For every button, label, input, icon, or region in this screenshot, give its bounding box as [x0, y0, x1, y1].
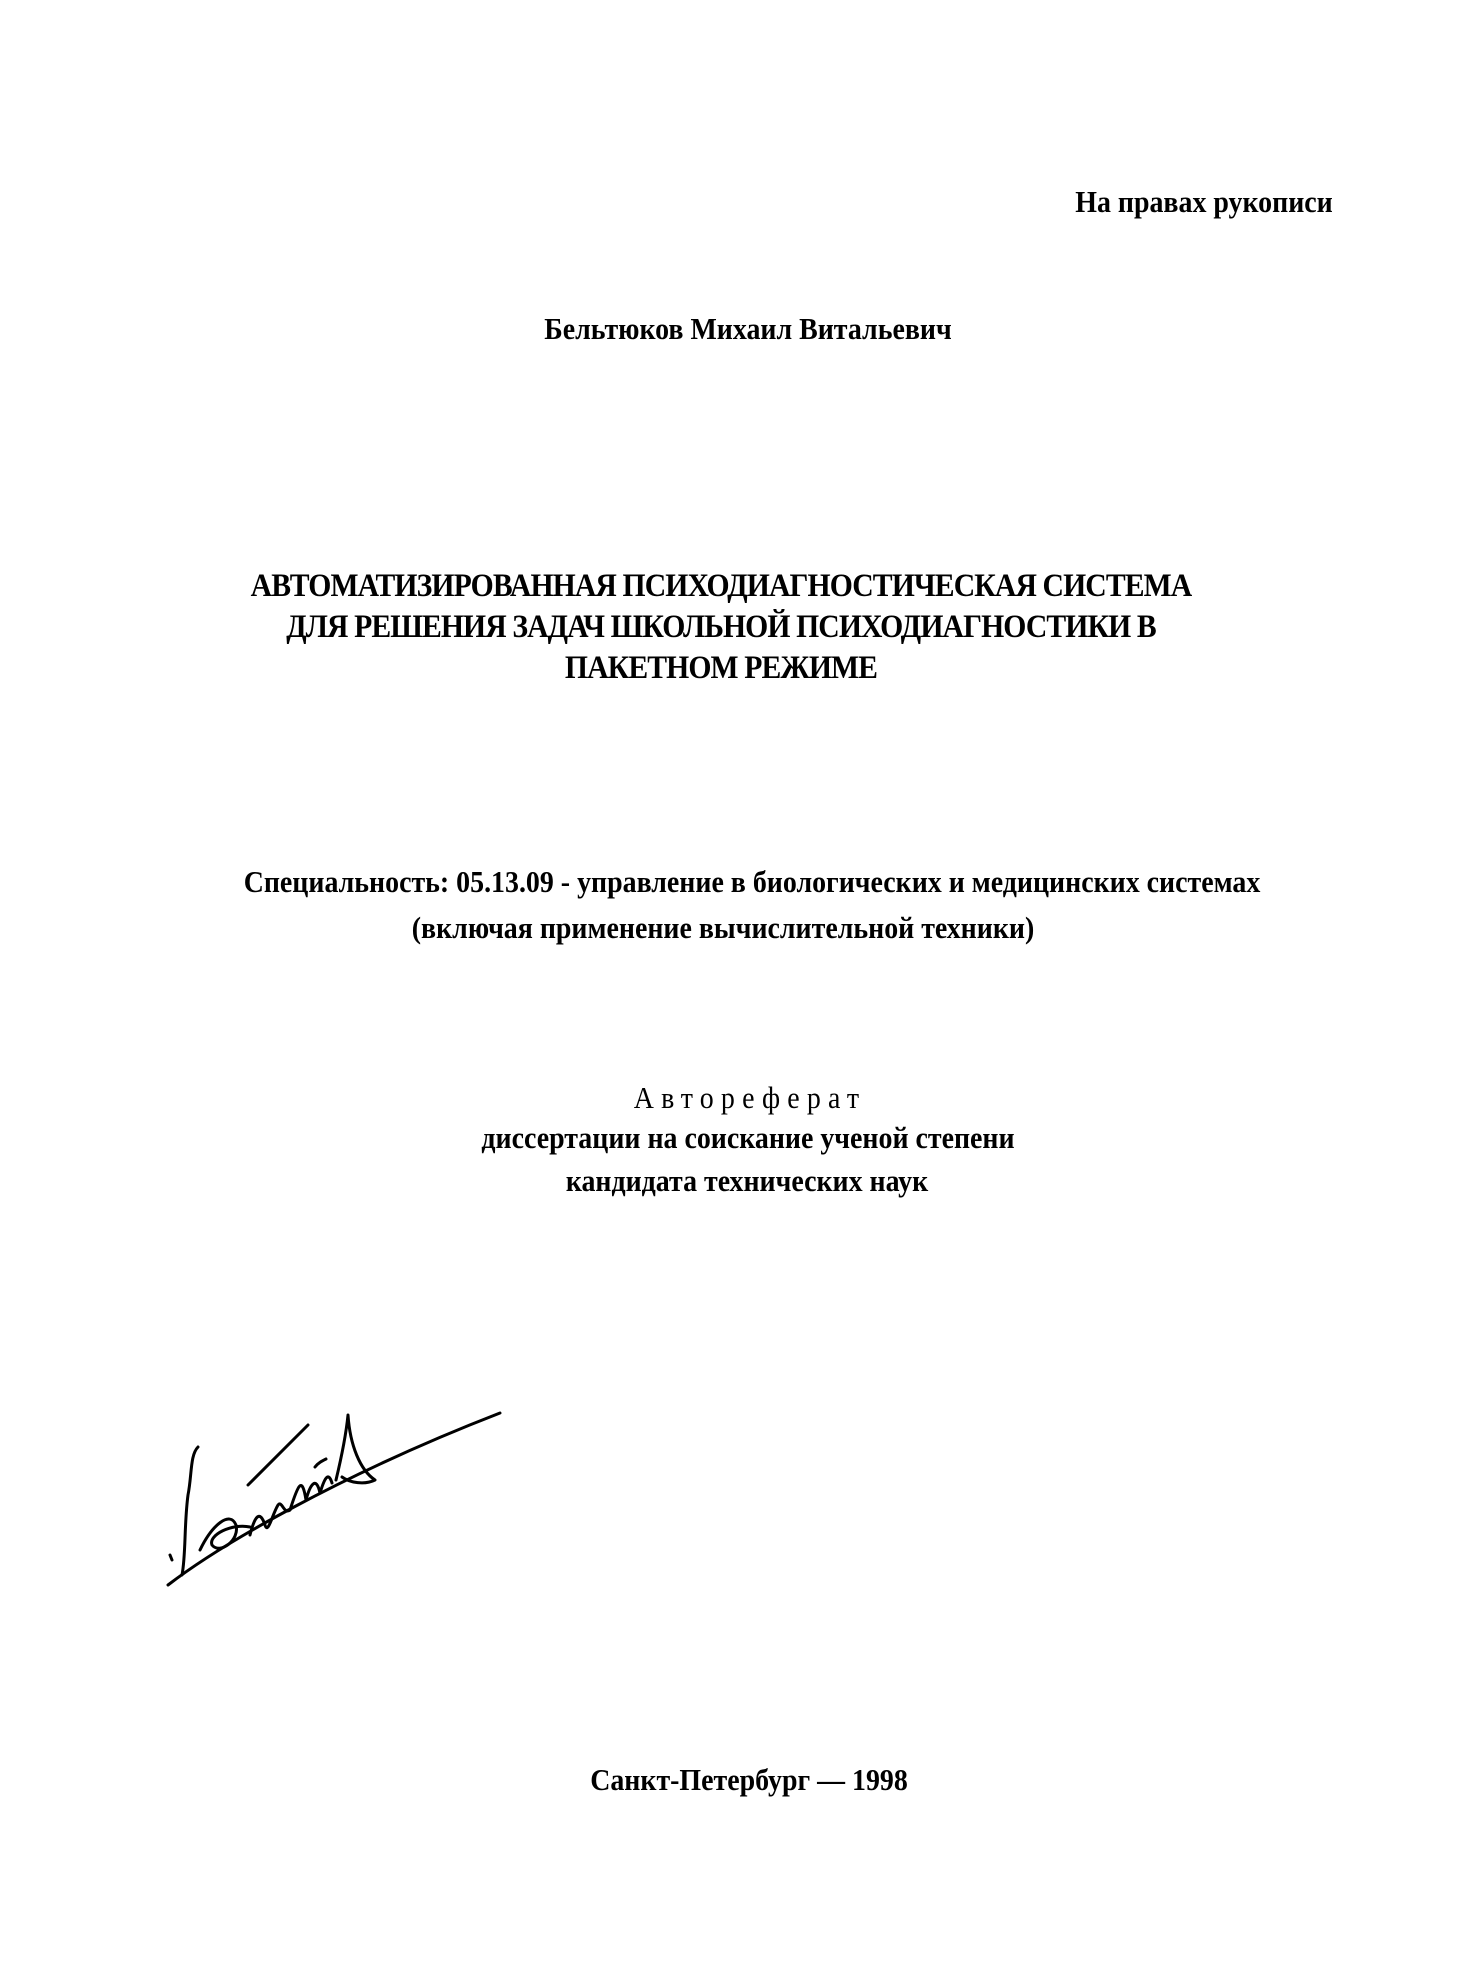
- author-name: Бельтюков Михаил Витальевич: [544, 311, 952, 346]
- title-line-3: ПАКЕТНОМ РЕЖИМЕ: [564, 650, 878, 686]
- specialty-line-1: Специальность: 05.13.09 - управление в биологических и медицинских системах: [243, 864, 1261, 899]
- abstract-line-1: диссертации на соискание ученой степени: [481, 1120, 1015, 1155]
- abstract-heading: Автореферат: [633, 1080, 867, 1115]
- title-line-1: АВТОМАТИЗИРОВАННАЯ ПСИХОДИАГНОСТИЧЕСКАЯ СИСТЕМА: [250, 568, 1192, 604]
- manuscript-note: На правах рукописи: [1075, 184, 1333, 219]
- abstract-line-2: кандидата технических наук: [565, 1163, 929, 1198]
- place-and-year: Санкт-Петербург — 1998: [590, 1762, 908, 1797]
- title-line-2: ДЛЯ РЕШЕНИЯ ЗАДАЧ ШКОЛЬНОЙ ПСИХОДИАГНОСТИКИ В: [286, 609, 1156, 645]
- specialty-line-2: (включая применение вычислительной техники): [411, 910, 1035, 945]
- handwritten-signature: [160, 1375, 520, 1625]
